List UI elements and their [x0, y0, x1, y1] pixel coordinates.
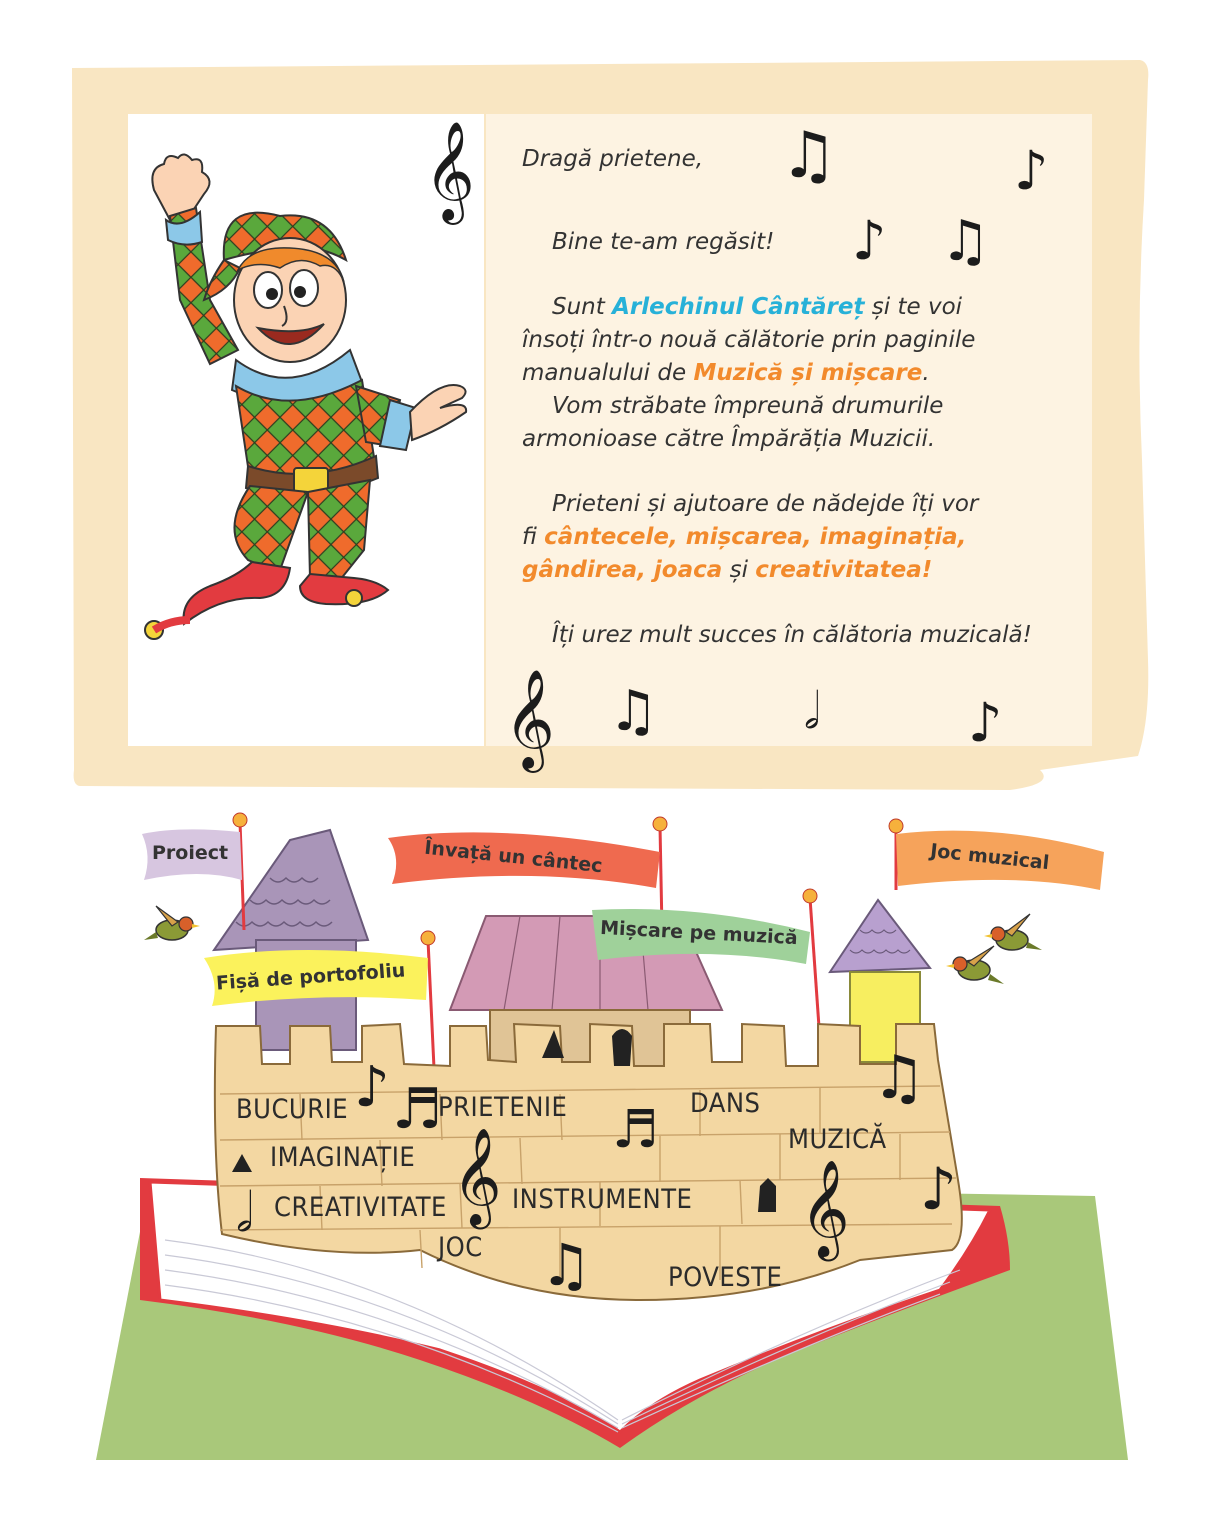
- paragraph-friends-line1: Prieteni și ajutoare de nădejde îți vor: [552, 491, 979, 517]
- word-poveste: POVESTE: [668, 1262, 783, 1293]
- eighth-note-icon: ♫: [780, 119, 838, 193]
- closing: Îți urez mult succes în călătoria muzicală!: [552, 622, 1032, 648]
- bird-icon: [944, 940, 1006, 992]
- subject-name: Muzică și mișcare: [693, 360, 923, 386]
- eighth-note-icon: ♬: [392, 1077, 443, 1142]
- paragraph-intro-line2: însoți într-o nouă călătorie prin paginile: [522, 327, 976, 353]
- half-note-icon: 𝅗𝅥: [804, 682, 820, 740]
- treble-clef-icon: 𝄞: [504, 669, 555, 769]
- flag-miscare-label: Mișcare pe muzică: [599, 916, 799, 950]
- paragraph-friends-line2: fi cântecele, mișcarea, imaginația,: [522, 524, 967, 550]
- word-dans: DANS: [690, 1088, 761, 1119]
- word-bucurie: BUCURIE: [236, 1094, 349, 1125]
- paragraph-journey-line1: Vom străbate împreună drumurile: [552, 393, 944, 419]
- paragraph-journey-line2: armonioase către Împărăția Muzicii.: [522, 426, 936, 452]
- word-joc: JOC: [438, 1232, 483, 1263]
- flag-joc-muzical-label: Joc muzical: [929, 839, 1051, 875]
- paragraph-friends-line3: gândirea, joaca și creativitatea!: [522, 557, 933, 583]
- eighth-note-icon: ♫: [608, 679, 659, 744]
- eighth-note-icon: ♫: [872, 1043, 926, 1113]
- paragraph-intro-line3: manualului de Muzică și mișcare.: [522, 360, 930, 386]
- eighth-note-icon: ♫: [940, 209, 991, 274]
- bird-icon: [142, 900, 202, 950]
- flag-fisa-label: Fișă de portofoliu: [215, 959, 406, 995]
- word-imaginatie: IMAGINAȚIE: [270, 1142, 416, 1173]
- eighth-note-icon: ♪: [1014, 139, 1049, 202]
- word-creativitate: CREATIVITATE: [274, 1192, 447, 1223]
- paragraph-intro-line1: Sunt Arlechinul Cântăreț și te voi: [552, 294, 963, 320]
- eighth-note-icon: ♬: [612, 1100, 659, 1160]
- highlight-words-3: creativitatea!: [755, 557, 933, 583]
- eighth-note-icon: ♪: [968, 691, 1003, 754]
- word-prietenie: PRIETENIE: [438, 1092, 568, 1123]
- eighth-note-icon: ♪: [354, 1055, 390, 1120]
- flag-proiect-label: Proiect: [152, 842, 229, 864]
- half-note-icon: 𝅗𝅥: [236, 1181, 254, 1244]
- eighth-note-icon: ♪: [852, 209, 887, 272]
- flag-invata-label: Învață un cântec: [423, 836, 604, 878]
- word-instrumente: INSTRUMENTE: [512, 1184, 693, 1215]
- treble-clef-icon: 𝄞: [452, 1127, 502, 1225]
- highlight-words-1: cântecele, mișcarea, imaginația,: [544, 524, 967, 550]
- character-name: Arlechinul Cântăreț: [612, 294, 865, 320]
- eighth-note-icon: ♪: [920, 1155, 958, 1223]
- treble-clef-icon: 𝄞: [800, 1159, 850, 1257]
- welcome: Bine te-am regăsit!: [552, 229, 775, 255]
- word-muzica: MUZICĂ: [788, 1124, 887, 1155]
- greeting: Dragă prietene,: [522, 146, 704, 172]
- highlight-words-2: gândirea, joaca: [522, 557, 723, 583]
- treble-clef-icon: 𝄞: [424, 121, 475, 221]
- eighth-note-icon: ♫: [540, 1231, 592, 1299]
